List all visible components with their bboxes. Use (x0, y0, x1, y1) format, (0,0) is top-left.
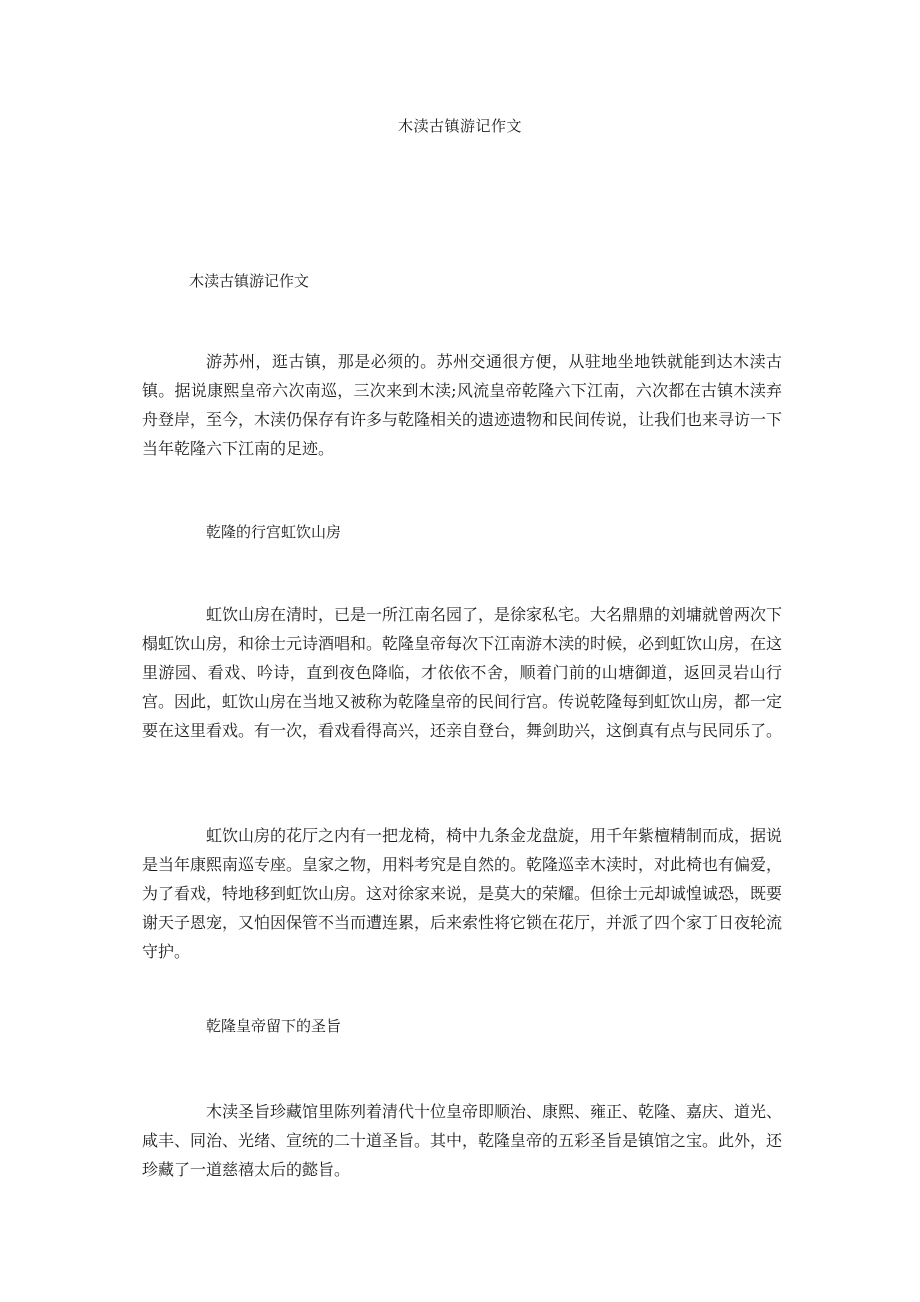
section-heading-hongyin: 乾隆的行宫虹饮山房 (206, 523, 342, 541)
paragraph-edicts: 木渎圣旨珍藏馆里陈列着清代十位皇帝即顺治、康熙、雍正、乾隆、嘉庆、道光、咸丰、同治、光绪、宣统的二十道圣旨。其中，乾隆皇帝的五彩圣旨是镇馆之宝。此外，还珍藏了一道慈禧太后的懿旨。 (142, 1102, 783, 1179)
paragraph-intro: 游苏州，逛古镇，那是必须的。苏州交通很方便，从驻地坐地铁就能到达木渎古镇。据说康熙皇帝六次南巡，三次来到木渎;风流皇帝乾隆六下江南，六次都在古镇木渎弃舟登岸，至今，木渎仍保存有许多与乾隆相关的遗迹遗物和民间传说，让我们也来寻访一下当年乾隆六下江南的足迹。 (142, 352, 783, 458)
paragraph-hongyin-history: 虹饮山房在清时，已是一所江南名园了，是徐家私宅。大名鼎鼎的刘墉就曾两次下榻虹饮山房，和徐士元诗酒唱和。乾隆皇帝每次下江南游木渎的时候，必到虹饮山房，在这里游园、看戏、吟诗，直到夜色降临，才依依不舍，顺着门前的山塘御道，返回灵岩山行宫。因此，虹饮山房在当地又被称为乾隆皇帝的民间行宫。传说乾隆每到虹饮山房，都一定要在这里看戏。有一次，看戏看得高兴，还亲自登台，舞剑助兴，这倒真有点与民同乐了。 (142, 605, 783, 740)
section-heading-edicts: 乾隆皇帝留下的圣旨 (206, 1017, 342, 1035)
page-header-title: 木渎古镇游记作文 (397, 117, 522, 135)
paragraph-dragon-chair: 虹饮山房的花厅之内有一把龙椅，椅中九条金龙盘旋，用千年紫檀精制而成，据说是当年康熙南巡专座。皇家之物，用料考究是自然的。乾隆巡幸木渎时，对此椅也有偏爱，为了看戏，特地移到虹饮山房。这对徐家来说，是莫大的荣耀。但徐士元却诚惶诚恐，既要谢天子恩宠，又怕因保管不当而遭连累，后来索性将它锁在花厅，并派了四个家丁日夜轮流守护。 (142, 826, 783, 961)
document-title: 木渎古镇游记作文 (189, 272, 310, 290)
